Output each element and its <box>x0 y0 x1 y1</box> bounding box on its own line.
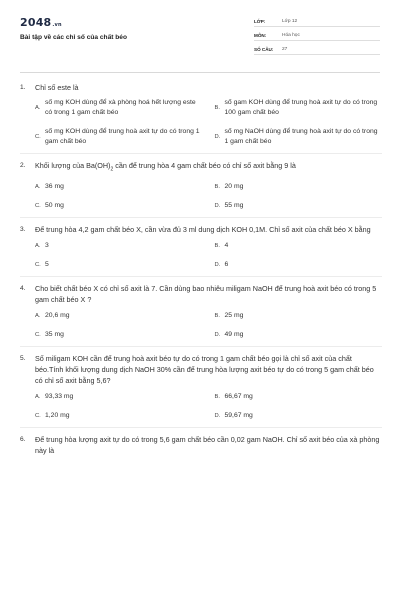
question-text-part: Khối lượng của Ba(OH) <box>35 161 111 170</box>
question-1 <box>20 82 382 147</box>
option-text: 93,33 mg <box>45 393 74 401</box>
option-d[interactable] <box>215 127 383 147</box>
option-text: 36 mg <box>45 183 64 191</box>
option-text: 25 mg <box>224 312 244 320</box>
logo-text: 2048 <box>20 16 52 29</box>
option-text: số gam KOH dùng để trung hoà axit tự do có trong 100 gam chất béo <box>224 99 378 116</box>
option-letter: D. <box>214 134 221 140</box>
option-letter: D. <box>214 203 221 210</box>
option-letter: D. <box>214 262 221 269</box>
option-c[interactable] <box>35 411 203 421</box>
meta-value: 27 <box>282 47 288 52</box>
option-b[interactable] <box>215 98 383 118</box>
option-b[interactable] <box>215 182 383 192</box>
option-b[interactable] <box>215 311 383 321</box>
question-separator <box>20 153 382 154</box>
meta-label: LỚP: <box>254 19 266 24</box>
question-4 <box>20 283 382 340</box>
option-text: 59,67 mg <box>224 412 253 420</box>
option-a[interactable] <box>35 392 203 402</box>
option-text: số mg KOH dùng để xà phòng hoá hết lượng este có trong 1 gam chất béo <box>45 99 196 116</box>
question-separator <box>20 217 382 218</box>
question-6 <box>20 434 382 456</box>
question-number: 1. <box>20 84 26 91</box>
question-separator <box>20 427 382 428</box>
option-text: 3 <box>45 242 49 250</box>
option-text: 20,6 mg <box>45 312 70 320</box>
option-letter: A. <box>35 184 41 191</box>
option-c[interactable] <box>35 260 203 270</box>
option-a[interactable] <box>35 241 203 251</box>
question-text: Số miligam KOH cần để trung hoà axit béo tự do có trong 1 gam chất béo gọi là chỉ số axit của chất béo.Tính khối lượng dung dịch NaOH 30% cần để trung hòa lượng axit béo tự do có trong 5 gam chất béo có chỉ số axit bằng 5,6? <box>35 354 374 386</box>
option-text: số mg KOH dùng để trung hoà axit tự do có trong 1 gam chất béo <box>45 128 200 145</box>
question-2 <box>20 160 382 211</box>
option-letter: C. <box>35 332 41 339</box>
subscript: 2 <box>110 166 114 173</box>
question-5 <box>20 353 382 421</box>
option-c[interactable] <box>35 201 203 211</box>
option-text: 50 mg <box>45 202 64 210</box>
option-b[interactable] <box>215 241 383 251</box>
question-text: Cho biết chất béo X có chỉ số axit là 7. Cần dùng bao nhiêu miligam NaOH để trung hoà axit béo có trong 5 gam chất béo X ? <box>35 284 377 305</box>
page-header <box>0 0 400 70</box>
option-text: 5 <box>45 261 49 269</box>
header-divider <box>20 72 380 73</box>
option-letter: C. <box>35 203 41 210</box>
meta-row-subject <box>254 28 380 41</box>
option-grid <box>20 98 382 147</box>
option-text: 35 mg <box>45 331 64 339</box>
option-d[interactable] <box>215 260 383 270</box>
question-number: 4. <box>20 285 26 293</box>
option-grid <box>20 182 382 211</box>
question-number: 2. <box>20 162 26 169</box>
option-b[interactable] <box>215 392 383 402</box>
option-c[interactable] <box>35 330 203 340</box>
option-letter: A. <box>35 105 41 111</box>
option-d[interactable] <box>215 411 383 421</box>
option-letter: B. <box>214 394 220 401</box>
option-letter: D. <box>214 413 221 420</box>
option-letter: B. <box>214 184 220 191</box>
question-text-part: cần để trung hòa 4 gam chất béo có chỉ số axit bằng 9 là <box>113 161 296 170</box>
option-letter: A. <box>35 243 41 250</box>
quiz-meta <box>254 14 380 56</box>
option-letter: C. <box>35 134 41 140</box>
option-d[interactable] <box>215 201 383 211</box>
option-letter: B. <box>214 105 220 111</box>
option-letter: A. <box>35 394 41 401</box>
question-text: Chỉ số este là <box>35 83 79 92</box>
option-a[interactable] <box>35 182 203 192</box>
option-grid <box>20 311 382 340</box>
logo-tld: .vn <box>52 22 62 28</box>
meta-value: Hóa học <box>282 33 300 38</box>
meta-value: Lớp 12 <box>282 19 298 24</box>
option-text: số mg NaOH dùng để trung hoà axit tự do có trong 1 gam chất béo <box>224 128 378 145</box>
option-grid <box>20 241 382 270</box>
option-text: 1,20 mg <box>45 412 70 420</box>
question-number: 6. <box>20 436 26 444</box>
option-d[interactable] <box>215 330 383 340</box>
option-text: 66,67 mg <box>224 393 253 401</box>
question-text: Để trung hòa lượng axit tự do có trong 5,6 gam chất béo cần 0,02 gam NaOH. Chỉ số axit béo của xà phòng này là <box>35 435 380 456</box>
option-text: 49 mg <box>224 331 244 339</box>
option-text: 4 <box>224 242 229 250</box>
option-text: 6 <box>224 261 229 269</box>
option-letter: B. <box>214 243 220 250</box>
option-letter: B. <box>214 313 220 320</box>
option-letter: A. <box>35 313 41 320</box>
option-grid <box>20 392 382 421</box>
question-number: 5. <box>20 355 26 363</box>
question-3 <box>20 224 382 270</box>
question-separator <box>20 346 382 347</box>
question-text <box>35 160 382 175</box>
option-letter: D. <box>214 332 221 339</box>
page-title: Bài tập về các chỉ số của chất béo <box>20 34 128 41</box>
question-separator <box>20 276 382 277</box>
question-list <box>20 82 382 456</box>
meta-label: MÔN: <box>254 33 267 38</box>
option-a[interactable] <box>35 311 203 321</box>
option-letter: C. <box>35 413 41 420</box>
option-a[interactable] <box>35 98 203 118</box>
option-c[interactable] <box>35 127 203 147</box>
meta-label: SỐ CÂU: <box>254 47 274 52</box>
meta-row-class <box>254 14 380 27</box>
option-text: 55 mg <box>224 202 244 210</box>
question-text: Để trung hòa 4,2 gam chất béo X, cần vừa đủ 3 ml dung dịch KOH 0,1M. Chỉ số axit của chất béo X bằng <box>35 225 371 235</box>
question-number: 3. <box>20 226 26 234</box>
option-text: 20 mg <box>224 183 244 191</box>
option-letter: C. <box>35 262 41 269</box>
meta-row-count <box>254 42 380 55</box>
